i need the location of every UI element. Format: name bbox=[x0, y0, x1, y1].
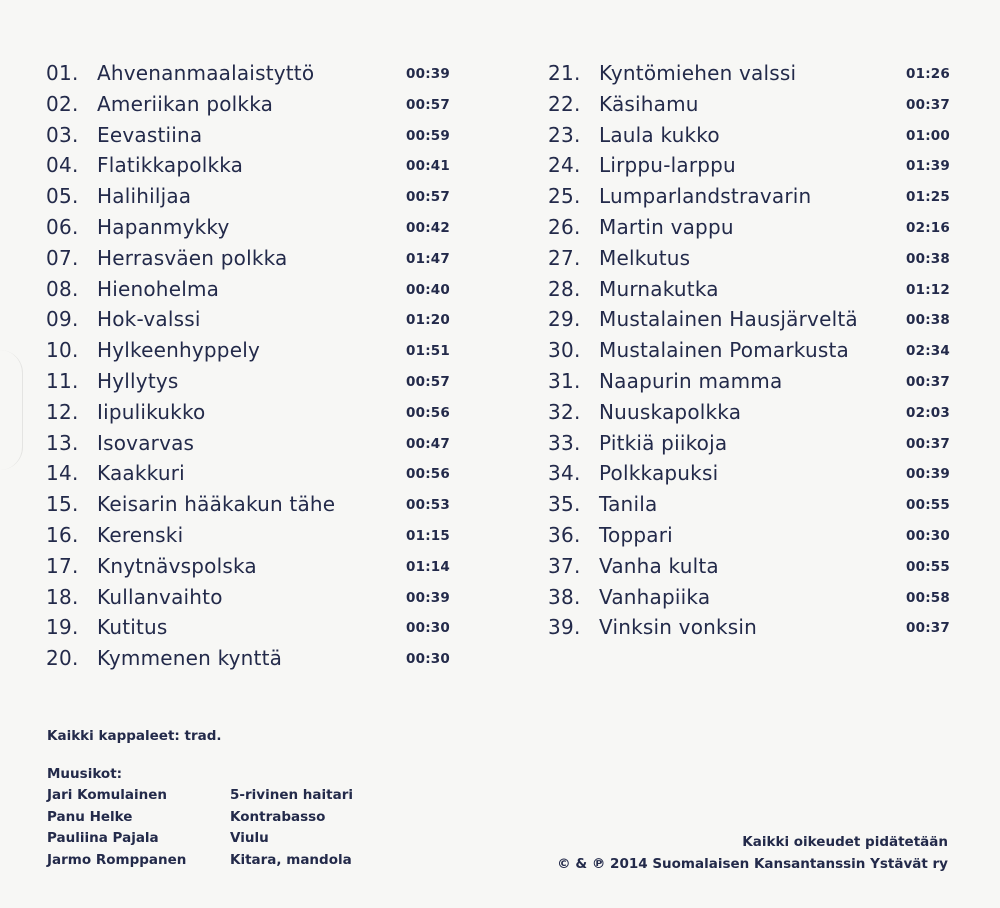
track-duration: 00:38 bbox=[906, 250, 950, 267]
copyright-line: © & ℗ 2014 Suomalaisen Kansantanssin Ystävät ry bbox=[557, 856, 948, 872]
track-duration: 00:30 bbox=[406, 651, 450, 668]
musician-row bbox=[47, 830, 367, 852]
track-number: 36. bbox=[548, 522, 581, 547]
track-title: Iipulikukko bbox=[97, 399, 206, 424]
track-duration: 00:39 bbox=[406, 66, 450, 82]
track-number: 02. bbox=[46, 91, 79, 116]
track-duration: 00:40 bbox=[406, 281, 450, 298]
track-number: 35. bbox=[548, 492, 581, 517]
rights-reserved-line: Kaikki oikeudet pidätetään bbox=[742, 834, 948, 850]
track-row bbox=[548, 89, 950, 120]
track-title: Knytnävspolska bbox=[97, 553, 257, 578]
rights-notice bbox=[557, 831, 948, 875]
track-number: 26. bbox=[548, 214, 581, 239]
track-row bbox=[548, 428, 950, 459]
track-row bbox=[548, 120, 950, 151]
track-number: 38. bbox=[548, 584, 581, 609]
track-row bbox=[46, 489, 450, 520]
track-number: 39. bbox=[548, 615, 581, 640]
track-row bbox=[46, 335, 450, 366]
track-duration: 00:59 bbox=[406, 127, 450, 144]
track-row bbox=[46, 58, 450, 89]
track-number: 04. bbox=[46, 153, 79, 178]
track-number: 10. bbox=[46, 338, 79, 363]
track-number: 13. bbox=[46, 430, 79, 455]
track-duration: 00:57 bbox=[406, 189, 450, 206]
tracklist-left bbox=[46, 58, 450, 674]
track-duration: 01:47 bbox=[406, 250, 450, 267]
track-title: Eevastiina bbox=[97, 122, 203, 147]
musician-instrument: 5-rivinen haitari bbox=[230, 787, 353, 803]
musicians-heading: Muusikot: bbox=[47, 766, 123, 782]
track-title: Kaakkuri bbox=[97, 461, 185, 486]
track-title: Nuuskapolkka bbox=[599, 399, 742, 424]
track-row bbox=[46, 304, 450, 335]
track-number: 18. bbox=[46, 584, 79, 609]
track-duration: 00:42 bbox=[406, 219, 450, 236]
track-title: Vinksin vonksin bbox=[599, 615, 758, 640]
track-number: 29. bbox=[548, 307, 581, 332]
track-row bbox=[548, 551, 950, 582]
track-title: Vanhapiika bbox=[599, 584, 711, 609]
track-title: Lumparlandstravarin bbox=[599, 184, 812, 209]
track-number: 22. bbox=[548, 91, 581, 116]
track-row bbox=[548, 458, 950, 489]
track-row bbox=[46, 243, 450, 274]
track-duration: 00:55 bbox=[906, 558, 950, 575]
track-row bbox=[46, 612, 450, 643]
musicians-list bbox=[47, 787, 367, 874]
track-row bbox=[46, 643, 450, 674]
track-duration: 00:57 bbox=[406, 96, 450, 113]
track-number: 11. bbox=[46, 368, 79, 393]
track-number: 03. bbox=[46, 122, 79, 147]
track-row bbox=[548, 304, 950, 335]
track-duration: 00:37 bbox=[906, 435, 950, 452]
track-number: 37. bbox=[548, 553, 581, 578]
track-title: Flatikkapolkka bbox=[97, 153, 244, 178]
track-title: Ameriikan polkka bbox=[97, 91, 274, 116]
track-duration: 00:55 bbox=[906, 497, 950, 514]
track-title: Kymmenen kynttä bbox=[97, 646, 283, 671]
tracklist-right bbox=[548, 58, 950, 643]
track-number: 12. bbox=[46, 399, 79, 424]
track-duration: 00:47 bbox=[406, 435, 450, 452]
musician-instrument: Viulu bbox=[230, 830, 269, 847]
track-number: 27. bbox=[548, 245, 581, 270]
track-title: Toppari bbox=[599, 522, 673, 547]
track-row bbox=[548, 150, 950, 181]
track-title: Melkutus bbox=[599, 245, 691, 270]
track-duration: 02:16 bbox=[906, 219, 950, 236]
track-duration: 01:14 bbox=[406, 558, 450, 575]
musician-name: Jarmo Romppanen bbox=[47, 852, 187, 869]
track-duration: 01:25 bbox=[906, 189, 950, 206]
track-duration: 01:20 bbox=[406, 312, 450, 329]
track-title: Hylkeenhyppely bbox=[97, 338, 260, 363]
track-title: Hok-valssi bbox=[97, 307, 201, 332]
track-row bbox=[548, 274, 950, 305]
track-duration: 02:34 bbox=[906, 343, 950, 360]
track-number: 25. bbox=[548, 184, 581, 209]
track-duration: 00:37 bbox=[906, 373, 950, 390]
musician-name: Jari Komulainen bbox=[47, 787, 168, 803]
track-row bbox=[46, 582, 450, 613]
disc-edge-mark bbox=[0, 350, 23, 470]
track-number: 34. bbox=[548, 461, 581, 486]
track-row bbox=[548, 489, 950, 520]
musician-name: Pauliina Pajala bbox=[47, 830, 159, 847]
track-title: Ahvenanmaalaistyttö bbox=[97, 61, 315, 85]
track-duration: 02:03 bbox=[906, 404, 950, 421]
track-number: 31. bbox=[548, 368, 581, 393]
track-duration: 00:39 bbox=[906, 466, 950, 483]
track-row bbox=[46, 428, 450, 459]
musician-name: Panu Helke bbox=[47, 808, 133, 825]
track-duration: 00:53 bbox=[406, 497, 450, 514]
musician-row bbox=[47, 787, 367, 809]
track-title: Kutitus bbox=[97, 615, 168, 640]
track-title: Halihiljaa bbox=[97, 184, 192, 209]
track-number: 08. bbox=[46, 276, 79, 301]
track-row bbox=[548, 397, 950, 428]
track-row bbox=[46, 397, 450, 428]
track-number: 21. bbox=[548, 61, 581, 85]
track-duration: 00:30 bbox=[406, 620, 450, 637]
track-title: Naapurin mamma bbox=[599, 368, 783, 393]
track-number: 14. bbox=[46, 461, 79, 486]
musician-instrument: Kitara, mandola bbox=[230, 852, 352, 869]
track-duration: 00:30 bbox=[906, 527, 950, 544]
track-number: 06. bbox=[46, 214, 79, 239]
track-number: 15. bbox=[46, 492, 79, 517]
musician-instrument: Kontrabasso bbox=[230, 808, 326, 825]
track-title: Isovarvas bbox=[97, 430, 195, 455]
track-duration: 01:00 bbox=[906, 127, 950, 144]
track-row bbox=[46, 120, 450, 151]
track-title: Murnakutka bbox=[599, 276, 719, 301]
track-row bbox=[46, 520, 450, 551]
track-title: Hyllytys bbox=[97, 368, 179, 393]
track-number: 33. bbox=[548, 430, 581, 455]
track-title: Hapanmykky bbox=[97, 214, 230, 239]
track-duration: 01:15 bbox=[406, 527, 450, 544]
track-row bbox=[46, 366, 450, 397]
track-title: Mustalainen Pomarkusta bbox=[599, 338, 849, 363]
track-number: 05. bbox=[46, 184, 79, 209]
track-title: Herrasväen polkka bbox=[97, 245, 288, 270]
track-duration: 00:58 bbox=[906, 589, 950, 606]
track-title: Polkkapuksi bbox=[599, 461, 719, 486]
track-title: Käsihamu bbox=[599, 91, 699, 116]
track-duration: 01:12 bbox=[906, 281, 950, 298]
track-title: Tanila bbox=[599, 492, 658, 517]
track-duration: 00:41 bbox=[406, 158, 450, 175]
track-title: Mustalainen Hausjärveltä bbox=[599, 307, 858, 332]
track-title: Laula kukko bbox=[599, 122, 720, 147]
track-duration: 00:39 bbox=[406, 589, 450, 606]
track-row bbox=[46, 181, 450, 212]
track-number: 30. bbox=[548, 338, 581, 363]
track-duration: 00:57 bbox=[406, 373, 450, 390]
track-title: Kyntömiehen valssi bbox=[599, 61, 797, 85]
track-row bbox=[548, 181, 950, 212]
track-row bbox=[46, 551, 450, 582]
track-duration: 00:38 bbox=[906, 312, 950, 329]
track-row bbox=[46, 274, 450, 305]
track-row bbox=[548, 243, 950, 274]
track-number: 09. bbox=[46, 307, 79, 332]
track-row bbox=[46, 89, 450, 120]
track-number: 16. bbox=[46, 522, 79, 547]
track-number: 28. bbox=[548, 276, 581, 301]
track-number: 17. bbox=[46, 553, 79, 578]
musician-row bbox=[47, 809, 367, 831]
track-number: 23. bbox=[548, 122, 581, 147]
track-number: 20. bbox=[46, 646, 79, 671]
track-duration: 00:56 bbox=[406, 404, 450, 421]
track-row bbox=[548, 366, 950, 397]
track-title: Pitkiä piikoja bbox=[599, 430, 728, 455]
track-number: 19. bbox=[46, 615, 79, 640]
track-title: Kerenski bbox=[97, 522, 184, 547]
track-row bbox=[548, 212, 950, 243]
track-duration: 01:39 bbox=[906, 158, 950, 175]
track-row bbox=[46, 150, 450, 181]
track-row bbox=[46, 212, 450, 243]
track-row bbox=[548, 582, 950, 613]
track-number: 24. bbox=[548, 153, 581, 178]
track-number: 07. bbox=[46, 245, 79, 270]
track-title: Vanha kulta bbox=[599, 553, 719, 578]
track-row bbox=[548, 58, 950, 89]
track-row bbox=[548, 335, 950, 366]
track-title: Lirppu-larppu bbox=[599, 153, 736, 178]
track-title: Kullanvaihto bbox=[97, 584, 223, 609]
track-title: Keisarin hääkakun tähe bbox=[97, 492, 336, 517]
musician-row bbox=[47, 852, 367, 874]
track-title: Martin vappu bbox=[599, 214, 734, 239]
track-row bbox=[46, 458, 450, 489]
track-row bbox=[548, 520, 950, 551]
track-duration: 01:26 bbox=[906, 66, 950, 82]
track-row bbox=[548, 612, 950, 643]
composer-credit: Kaikki kappaleet: trad. bbox=[47, 728, 222, 744]
track-duration: 01:51 bbox=[406, 343, 450, 360]
track-title: Hienohelma bbox=[97, 276, 220, 301]
track-duration: 00:37 bbox=[906, 620, 950, 637]
track-duration: 00:56 bbox=[406, 466, 450, 483]
track-duration: 00:37 bbox=[906, 96, 950, 113]
track-number: 32. bbox=[548, 399, 581, 424]
track-number: 01. bbox=[46, 61, 79, 85]
